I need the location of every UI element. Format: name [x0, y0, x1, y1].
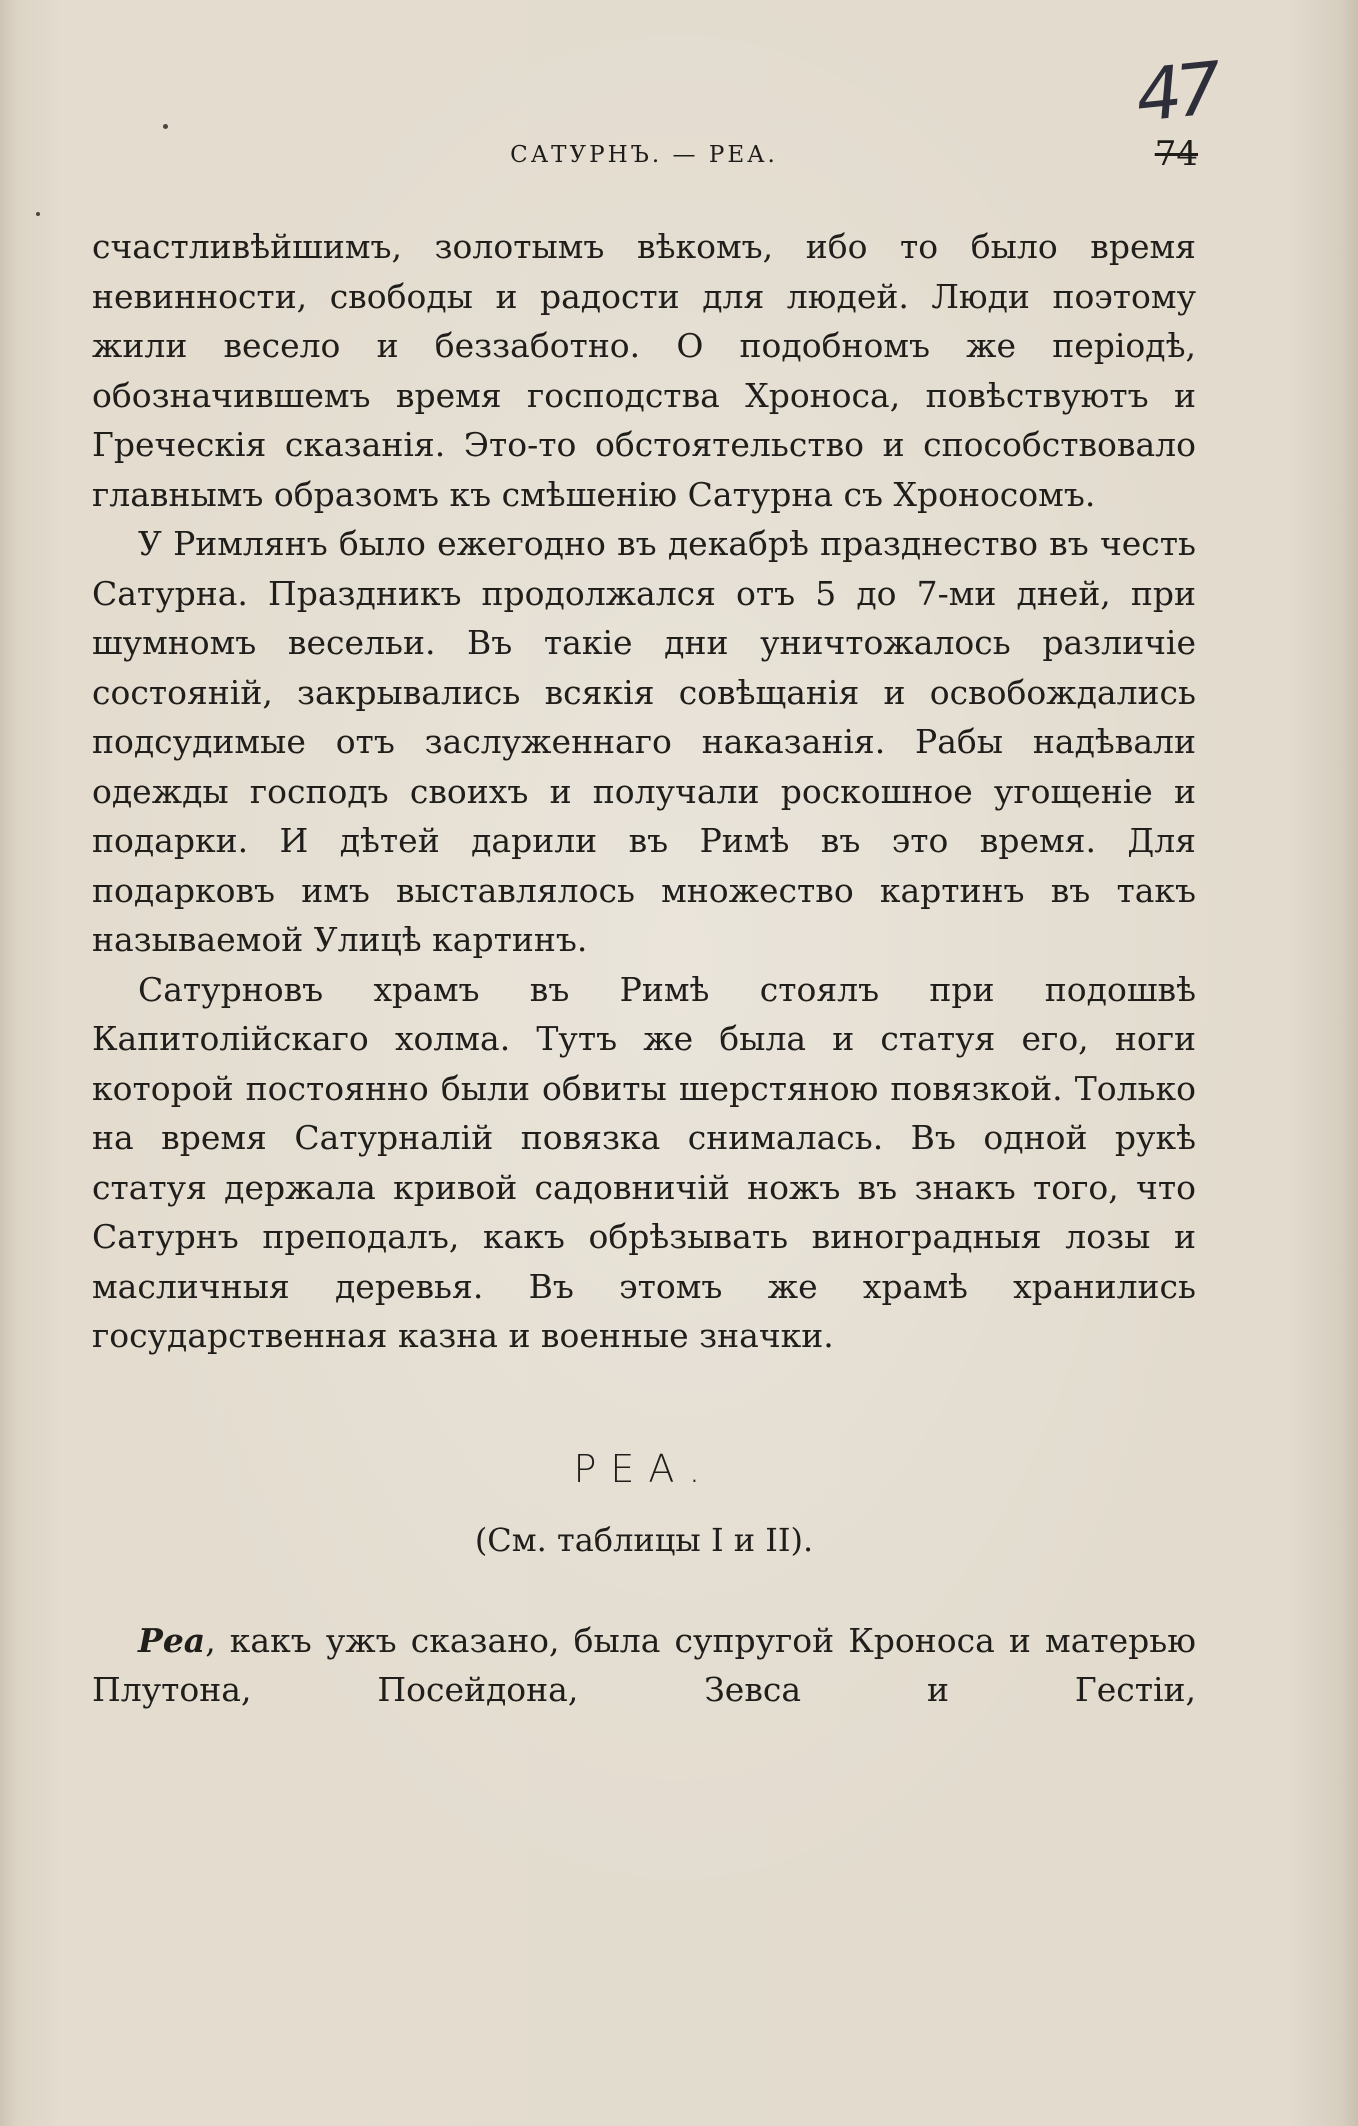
page-header: [90, 136, 1198, 176]
ink-speck: [163, 124, 168, 129]
section-subtitle: (См. таблицы I и II).: [474, 1520, 814, 1559]
running-head: САТУРНЪ. — РЕА.: [510, 142, 778, 168]
body-text: [92, 222, 1196, 1715]
handwritten-folio-number: 47: [1131, 46, 1220, 138]
paragraph: У Римлянъ было ежегодно въ декабрѣ празднество въ честь Сатурна. Праздникъ продолжался отъ 5 до 7-ми дней, при шумномъ весельи. Въ такіе дни уничтожалось различіе состояній, закрывались всякія совѣщанія и освобождались подсудимые отъ заслуженнаго наказанія. Рабы надѣвали одежды господъ своихъ и получали роскошное угощеніе и подарки. И дѣтей дарили въ Римѣ въ это время. Для подарковъ имъ выставлялось множество картинъ въ такъ называемой Улицѣ картинъ.: [92, 524, 1196, 959]
page-number: 74: [1154, 134, 1198, 174]
ink-speck: [36, 212, 40, 216]
section-lead-paragraph: [92, 1616, 1196, 1715]
section-lead-text: , какъ ужъ сказано, была супругой Кроноса и матерью Плутона, Посейдона, Зевса и Гестіи,: [92, 1620, 1196, 1709]
section-lead-word: Реа: [138, 1620, 206, 1660]
paragraph: счастливѣйшимъ, золотымъ вѣкомъ, ибо то было время невинности, свободы и радости для людей. Люди поэтому жили весело и беззаботно. О подобномъ же періодѣ, обозначившемъ время господства Хроноса, повѣствуютъ и Греческія сказанія. Это-то обстоятельство и способствовало главнымъ образомъ къ смѣшенію Сатурна съ Хроносомъ.: [92, 227, 1196, 514]
paragraph: Сатурновъ храмъ въ Римѣ стоялъ при подошвѣ Капитолійскаго холма. Тутъ же была и статуя его, ноги которой постоянно были обвиты шерстяною повязкой. Только на время Сатурналій повязка снималась. Въ одной рукѣ статуя держала кривой садовничій ножъ въ знакъ того, что Сатурнъ преподалъ, какъ обрѣзывать виноградныя лозы и масличныя деревья. Въ этомъ же храмѣ хранились государственная казна и военные значки.: [92, 969, 1196, 1355]
section-title: РЕА.: [573, 1446, 715, 1491]
